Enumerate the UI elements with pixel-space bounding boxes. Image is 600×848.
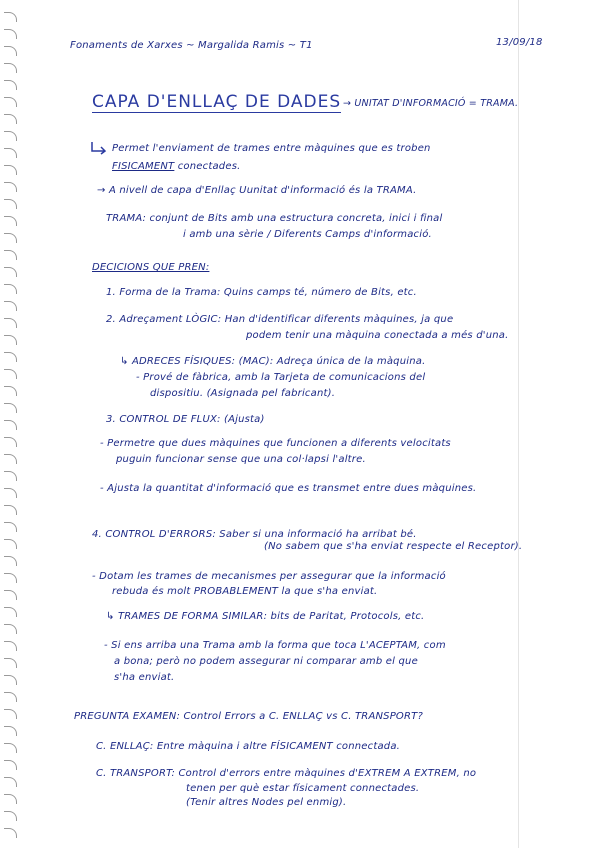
decision-1: 1. Forma de la Trama: Quins camps té, número de Bits, etc.	[106, 287, 417, 298]
spiral-ring	[4, 335, 17, 345]
exam-enllac: C. ENLLAÇ: Entre màquina i altre FÍSICAMENT connectada.	[96, 741, 401, 752]
spiral-ring	[4, 420, 17, 430]
margin-line	[518, 0, 519, 848]
decision-2-line-1: 2. Adreçament LÒGIC: Han d'identificar diferents màquines, ja que	[106, 314, 454, 325]
trama-definition-2: i amb una sèrie / Diferents Camps d'informació.	[183, 229, 432, 240]
spiral-ring	[4, 471, 17, 481]
spiral-ring	[4, 488, 17, 498]
spiral-ring	[4, 182, 17, 192]
spiral-ring	[4, 29, 17, 39]
decision-4-line-1: 4. CONTROL D'ERRORS: Saber si una informació ha arribat bé.	[92, 529, 417, 540]
decision-4-c-line-2: a bona; però no podem assegurar ni comparar amb el que	[114, 656, 418, 667]
spiral-ring	[4, 777, 17, 787]
spiral-ring	[4, 63, 17, 73]
spiral-ring	[4, 165, 17, 175]
mac-line-1: ↳ ADRECES FÍSIQUES: (MAC): Adreça única de la màquina.	[120, 356, 426, 367]
spiral-ring	[4, 233, 17, 243]
spiral-ring	[4, 675, 17, 685]
unit-note: → UNITAT D'INFORMACIÓ = TRAMA.	[343, 98, 519, 109]
exam-transport-line-2: tenen per què estar físicament connectades.	[186, 783, 420, 794]
spiral-ring	[4, 590, 17, 600]
arrow-icon	[90, 141, 108, 155]
spiral-ring	[4, 811, 17, 821]
spiral-ring	[4, 437, 17, 447]
decision-4-a-line-2: rebuda és molt PROBABLEMENT la que s'ha enviat.	[112, 586, 378, 597]
spiral-ring	[4, 369, 17, 379]
spiral-ring	[4, 522, 17, 532]
spiral-ring	[4, 386, 17, 396]
decision-4-b: ↳ TRAMES DE FORMA SIMILAR: bits de Paritat, Protocols, etc.	[106, 611, 425, 622]
spiral-ring	[4, 301, 17, 311]
mac-line-3: dispositiu. (Asignada pel fabricant).	[150, 388, 336, 399]
spiral-ring	[4, 114, 17, 124]
decision-4-c-line-1: - Si ens arriba una Trama amb la forma que toca L'ACEPTAM, com	[104, 640, 446, 651]
spiral-ring	[4, 624, 17, 634]
spiral-ring	[4, 131, 17, 141]
intro-line-1: Permet l'enviament de trames entre màquines que es troben	[112, 143, 431, 154]
spiral-ring	[4, 828, 17, 838]
course-header: Fonaments de Xarxes ~ Margalida Ramis ~ T1	[70, 40, 313, 51]
spiral-ring	[4, 556, 17, 566]
spiral-ring	[4, 539, 17, 549]
decision-3-b: - Ajusta la quantitat d'informació que es transmet entre dues màquines.	[100, 483, 477, 494]
spiral-ring	[4, 284, 17, 294]
decision-4-line-2: (No sabem que s'ha enviat respecte el Receptor).	[264, 541, 523, 552]
decisions-heading: DECICIONS QUE PREN:	[92, 262, 210, 273]
intro-line-2: FISICAMENT conectades.	[112, 161, 241, 172]
spiral-ring	[4, 692, 17, 702]
spiral-ring	[4, 760, 17, 770]
spiral-ring	[4, 794, 17, 804]
spiral-ring	[4, 148, 17, 158]
spiral-ring	[4, 454, 17, 464]
exam-transport-line-1: C. TRANSPORT: Control d'errors entre màquines d'EXTREM A EXTREM, no	[96, 768, 477, 779]
spiral-binding	[4, 0, 22, 848]
intro-line-3: → A nivell de capa d'Enllaç Uunitat d'informació és la TRAMA.	[97, 185, 417, 196]
spiral-ring	[4, 709, 17, 719]
trama-definition-1: TRAMA: conjunt de Bits amb una estructura concreta, inici i final	[106, 213, 443, 224]
spiral-ring	[4, 658, 17, 668]
spiral-ring	[4, 267, 17, 277]
spiral-ring	[4, 199, 17, 209]
spiral-ring	[4, 403, 17, 413]
spiral-ring	[4, 573, 17, 583]
decision-4-c-line-3: s'ha enviat.	[114, 672, 175, 683]
spiral-ring	[4, 46, 17, 56]
decision-3: 3. CONTROL DE FLUX: (Ajusta)	[106, 414, 265, 425]
spiral-ring	[4, 726, 17, 736]
spiral-ring	[4, 352, 17, 362]
page-title: CAPA D'ENLLAÇ DE DADES	[92, 92, 342, 112]
spiral-ring	[4, 607, 17, 617]
spiral-ring	[4, 743, 17, 753]
spiral-ring	[4, 216, 17, 226]
spiral-ring	[4, 250, 17, 260]
decision-2-line-2: podem tenir una màquina conectada a més d'una.	[246, 330, 509, 341]
exam-transport-line-3: (Tenir altres Nodes pel enmig).	[186, 797, 347, 808]
decision-3-a-line-1: - Permetre que dues màquines que funcionen a diferents velocitats	[100, 438, 451, 449]
decision-4-a-line-1: - Dotam les trames de mecanismes per assegurar que la informació	[92, 571, 446, 582]
spiral-ring	[4, 12, 17, 22]
date: 13/09/18	[496, 37, 543, 48]
spiral-ring	[4, 318, 17, 328]
mac-line-2: - Prové de fàbrica, amb la Tarjeta de comunicacions del	[136, 372, 426, 383]
decision-3-a-line-2: puguin funcionar sense que una col·lapsi l'altre.	[116, 454, 366, 465]
spiral-ring	[4, 80, 17, 90]
spiral-ring	[4, 505, 17, 515]
spiral-ring	[4, 97, 17, 107]
spiral-ring	[4, 641, 17, 651]
exam-question: PREGUNTA EXAMEN: Control Errors a C. ENLLAÇ vs C. TRANSPORT?	[74, 711, 423, 722]
